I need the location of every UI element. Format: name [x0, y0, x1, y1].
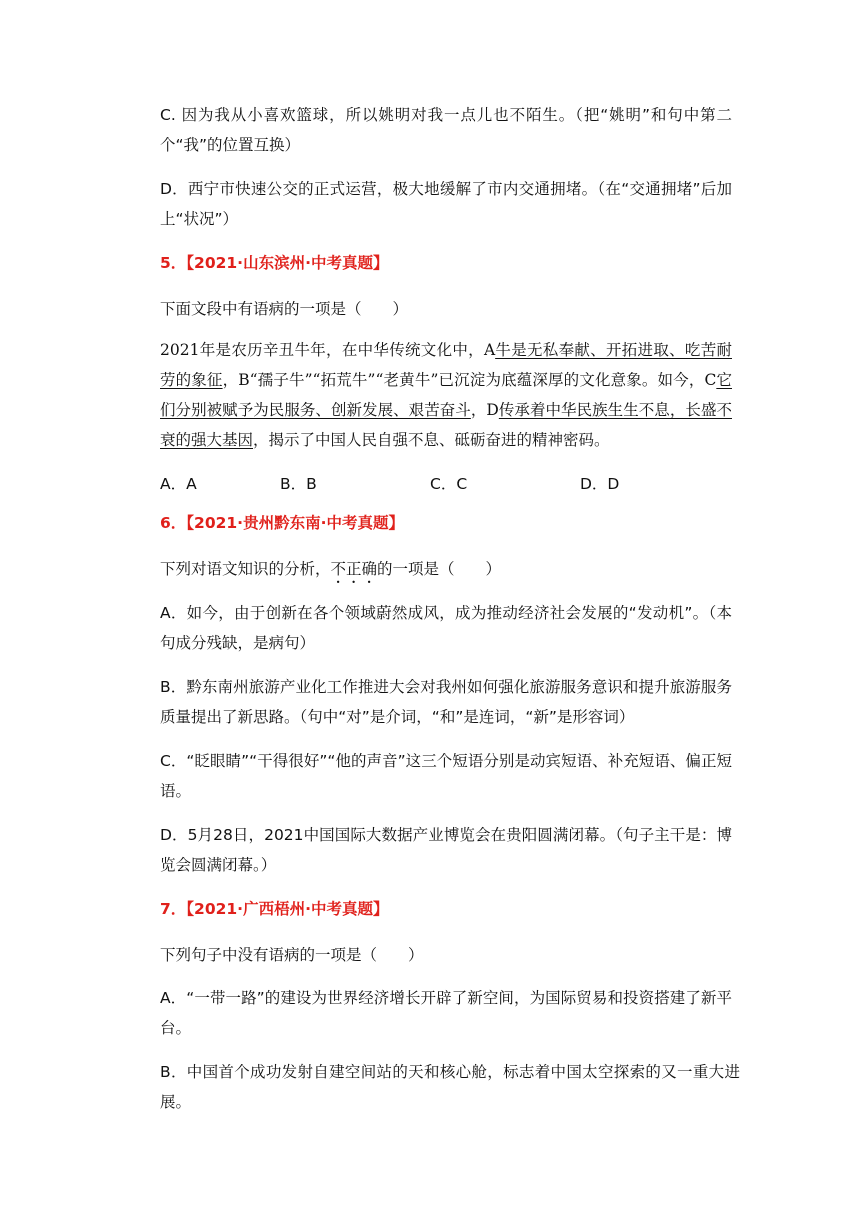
passage-segment-c: 它们分别被赋予为民服务、创新发展、艰苦奋斗: [160, 371, 732, 419]
q5-stem: 下面文段中有语病的一项是（ ）: [160, 300, 409, 318]
q6-stem-post: 的一项是（ ）: [377, 560, 502, 578]
q5-option-a: A．A: [160, 475, 197, 493]
q7-option-b: B．中国首个成功发射自建空间站的天和核心舱，标志着中国太空探索的又一重大进展。: [160, 1063, 740, 1111]
passage-text-3: ，D: [470, 401, 499, 419]
q5-option-d: D．D: [580, 475, 620, 493]
q7-header: 7．【2021·广西梧州·中考真题】: [160, 900, 389, 918]
passage-text-2: ，B“孺子牛”“拓荒牛”“老黄牛”已沉淀为底蕴深厚的文化意象。如今，C: [222, 371, 717, 389]
passage-text-1: 2021年是农历辛丑牛年，在中华传统文化中，A: [160, 341, 496, 359]
q7-stem: 下列句子中没有语病的一项是（ ）: [160, 946, 424, 964]
q6-option-c: C．“眨眼睛”“干得很好”“他的声音”这三个短语分别是动宾短语、补充短语、偏正短语。: [160, 752, 732, 800]
passage-text-4: ，揭示了中国人民自强不息、砥砺奋进的精神密码。: [253, 431, 610, 449]
q6-stem-pre: 下列对语文知识的分析，: [160, 560, 331, 578]
q5-header: 5．【2021·山东滨州·中考真题】: [160, 254, 389, 272]
q6-option-b: B．黔东南州旅游产业化工作推进大会对我州如何强化旅游服务意识和提升旅游服务质量提出了新思路。（句中“对”是介词，“和”是连词，“新”是形容词）: [160, 678, 732, 726]
q6-option-a: A．如今，由于创新在各个领域蔚然成风，成为推动经济社会发展的“发动机”。（本句成分残缺，是病句）: [160, 604, 732, 652]
q4-option-c: C. 因为我从小喜欢篮球，所以姚明对我一点儿也不陌生。（把“姚明”和句中第二个“我”的位置互换）: [160, 106, 732, 154]
q6-option-d: D．5月28日，2021中国国际大数据产业博览会在贵阳圆满闭幕。（句子主干是：博览会圆满闭幕。）: [160, 826, 732, 874]
q5-options: [160, 471, 760, 497]
q5-option-b: B．B: [280, 475, 317, 493]
q7-option-a: A．“一带一路”的建设为世界经济增长开辟了新空间，为国际贸易和投资搭建了新平台。: [160, 989, 732, 1037]
passage-segment-a: 牛是无私奉献、开拓进取、吃苦耐劳的象征: [160, 341, 732, 389]
q4-option-d: D．西宁市快速公交的正式运营，极大地缓解了市内交通拥堵。（在“交通拥堵”后加上“状况”）: [160, 180, 732, 228]
q6-stem-emphasis: 不正确: [330, 560, 378, 578]
q6-stem: [160, 554, 732, 587]
passage-segment-d: 传承着中华民族生生不息，长盛不衰的强大基因: [160, 401, 732, 449]
q5-option-c: C．C: [430, 475, 468, 493]
q5-passage: [160, 335, 732, 455]
q6-header: 6．【2021·贵州黔东南·中考真题】: [160, 514, 404, 532]
